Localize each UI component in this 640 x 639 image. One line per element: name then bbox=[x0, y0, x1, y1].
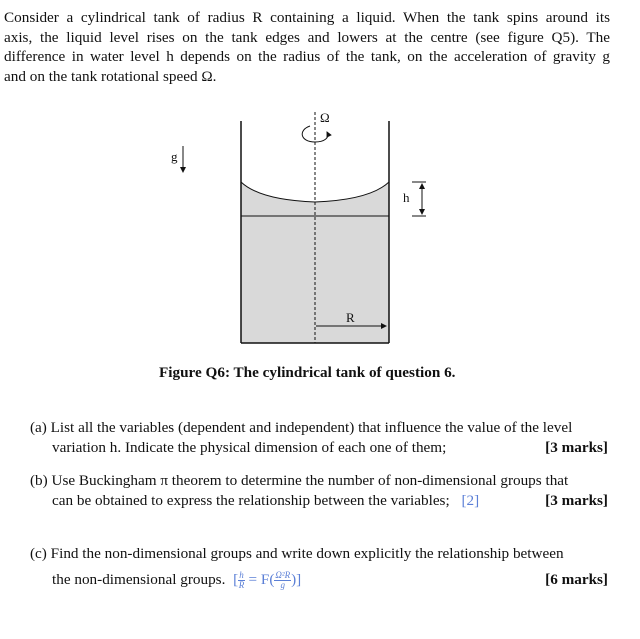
question-b-marks: [3 marks] bbox=[545, 491, 608, 509]
question-a-line-1: (a) List all the variables (dependent and independent) that influence the value of the level bbox=[30, 419, 573, 436]
question-a bbox=[30, 418, 608, 457]
question-b-handwritten-note: [2] bbox=[461, 491, 480, 509]
ratio-h-over-r: $\frac{h}{R}$ bbox=[238, 569, 245, 590]
height-label: h bbox=[403, 190, 410, 205]
intro-line-2: axis, the liquid level rises on the tank edges and lowers at the centre (see figure Q5). The bbox=[4, 28, 610, 46]
radius-label: R bbox=[346, 310, 355, 325]
question-b-line-2: can be obtained to express the relationship between the variables; bbox=[52, 491, 450, 509]
gravity-label: g bbox=[171, 149, 178, 164]
ratio-omega2r-over-g: $\frac{\text{Ω²R}}{g}$ bbox=[275, 569, 291, 590]
question-b-line-1: (b) Use Buckingham π theorem to determine the number of non-dimensional groups that bbox=[30, 472, 569, 489]
intro-line-3: difference in water level h depends on the radius of the tank, on the acceleration of gravity g bbox=[4, 48, 610, 65]
intro-line-4: and on the tank rotational speed Ω. bbox=[4, 67, 217, 85]
question-c-marks: [6 marks] bbox=[545, 570, 608, 588]
intro-line-1: Consider a cylindrical tank of radius R containing a liquid. When the tank spins around its bbox=[4, 9, 610, 26]
question-c-line-1: (c) Find the non-dimensional groups and write down explicitly the relationship between bbox=[30, 545, 564, 562]
question-c-handwritten-answer: [ $\frac{h}{R}$ = F( $\frac{\text{Ω²R}}{g}$ )] bbox=[233, 569, 302, 590]
figure-caption: Figure Q6: The cylindrical tank of question 6. bbox=[159, 364, 456, 381]
question-a-line-2: variation h. Indicate the physical dimension of each one of them; bbox=[52, 438, 447, 456]
question-c-line-2: the non-dimensional groups. bbox=[52, 570, 226, 588]
omega-label: Ω bbox=[320, 110, 330, 125]
question-a-marks: [3 marks] bbox=[545, 438, 608, 456]
question-c bbox=[30, 544, 608, 590]
question-b bbox=[30, 471, 608, 510]
